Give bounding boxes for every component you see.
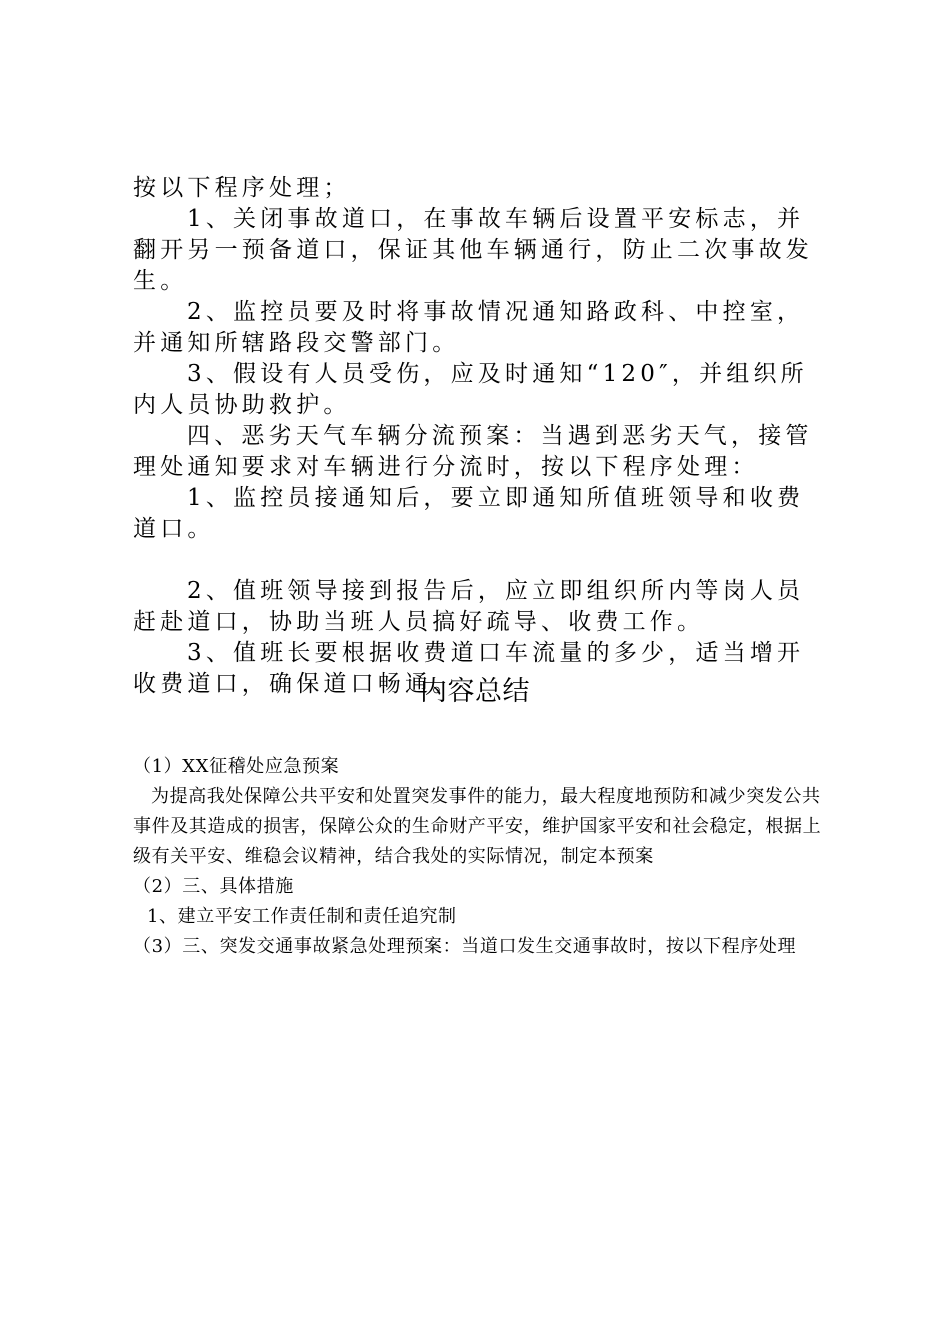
- paragraph-weather-step-3: 3、值班长要根据收费道口车流量的多少，适当增开收费道口，确保道口畅通。: [133, 640, 805, 697]
- document-body: [133, 173, 823, 700]
- paragraph-step-close-lane: 1、关闭事故道口，在事故车辆后设置平安标志，并翻开另一预备道口，保证其他车辆通行，防止二次事故发生。: [133, 206, 813, 294]
- paragraph-weather-plan: 四、恶劣天气车辆分流预案：当遇到恶劣天气，接管理处通知要求对车辆进行分流时，按以下程序处理：: [133, 423, 813, 480]
- paragraph-weather-step-1: 1、监控员接通知后，要立即通知所值班领导和收费道口。: [133, 485, 805, 542]
- summary-item-2-text: 1、建立平安工作责任制和责任追究制: [147, 906, 457, 927]
- paragraph-weather-step-2: 2、值班领导接到报告后，应立即组织所内等岗人员赶赴道口，协助当班人员搞好疏导、收费工作。: [133, 578, 805, 635]
- summary-section: [133, 752, 829, 962]
- summary-item-1-heading: （1）XX征稽处应急预案: [133, 756, 340, 777]
- summary-title: 内容总结: [420, 676, 530, 707]
- summary-item-3-text: （3）三、突发交通事故紧急处理预案：当道口发生交通事故时，按以下程序处理: [133, 936, 797, 957]
- paragraph-step-injury: 3、假设有人员受伤，应及时通知“120″，并组织所内人员协助救护。: [133, 361, 808, 418]
- paragraph-gap: [133, 545, 823, 576]
- paragraph-procedure-intro: 按以下程序处理；: [133, 175, 351, 201]
- paragraph-step-notify-departments: 2、监控员要及时将事故情况通知路政科、中控室，并通知所辖路段交警部门。: [133, 299, 805, 356]
- summary-item-1-text: 为提高我处保障公共平安和处置突发事件的能力，最大程度地预防和减少突发公共事件及其造成的损害，保障公众的生命财产平安，维护国家平安和社会稳定，根据上级有关平安、维稳会议精神，结合我处的实际情况，制定本预案: [133, 786, 822, 867]
- summary-item-2-heading: （2）三、具体措施: [133, 876, 294, 897]
